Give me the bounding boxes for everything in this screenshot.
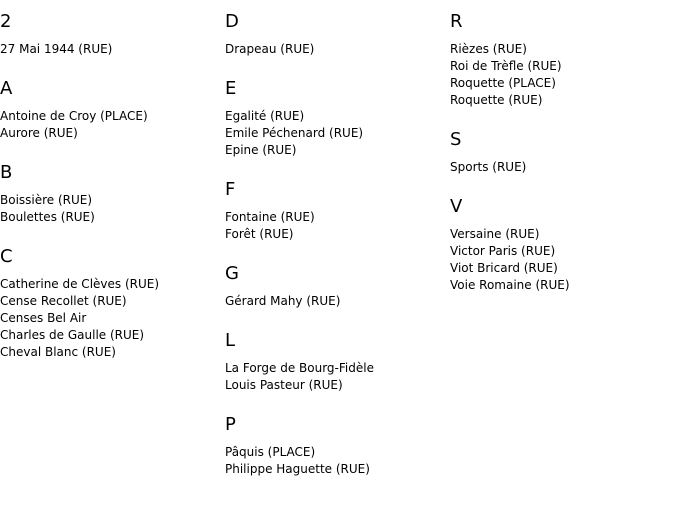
group-letter: S bbox=[450, 129, 462, 150]
street-list bbox=[225, 108, 450, 159]
street-item: Forêt (RUE) bbox=[225, 227, 294, 241]
group-letter: P bbox=[225, 414, 236, 435]
street-item: Aurore (RUE) bbox=[0, 126, 78, 140]
street-item: Boissière (RUE) bbox=[0, 193, 93, 207]
street-list bbox=[450, 226, 675, 294]
group-letter: C bbox=[0, 246, 13, 267]
street-item: Roquette (RUE) bbox=[450, 93, 543, 107]
street-item: Pâquis (PLACE) bbox=[225, 445, 316, 459]
street-item: Epine (RUE) bbox=[225, 143, 297, 157]
street-item: Charles de Gaulle (RUE) bbox=[0, 328, 145, 342]
street-list bbox=[225, 293, 450, 310]
street-item: Gérard Mahy (RUE) bbox=[225, 294, 341, 308]
letter-group-g bbox=[225, 263, 450, 310]
street-item: La Forge de Bourg-Fidèle bbox=[225, 361, 374, 375]
group-letter: A bbox=[0, 78, 13, 99]
street-item: Fontaine (RUE) bbox=[225, 210, 315, 224]
street-item: Egalité (RUE) bbox=[225, 109, 305, 123]
street-item: Boulettes (RUE) bbox=[0, 210, 95, 224]
street-item: Roi de Trèfle (RUE) bbox=[450, 59, 562, 73]
street-item: Sports (RUE) bbox=[450, 160, 527, 174]
street-item: Censes Bel Air bbox=[0, 311, 87, 325]
street-list bbox=[0, 192, 225, 226]
street-list bbox=[225, 444, 450, 478]
group-letter: F bbox=[225, 179, 236, 200]
street-item: Cheval Blanc (RUE) bbox=[0, 345, 116, 359]
street-list bbox=[450, 159, 675, 176]
letter-group-l bbox=[225, 330, 450, 394]
street-list bbox=[225, 360, 450, 394]
letter-group-f bbox=[225, 179, 450, 243]
street-item: Viot Bricard (RUE) bbox=[450, 261, 558, 275]
street-item: Louis Pasteur (RUE) bbox=[225, 378, 343, 392]
group-letter: V bbox=[450, 196, 463, 217]
letter-group-e bbox=[225, 78, 450, 159]
street-item: Roquette (PLACE) bbox=[450, 76, 556, 90]
street-list bbox=[0, 108, 225, 142]
street-item: Antoine de Croy (PLACE) bbox=[0, 109, 148, 123]
street-item: Emile Péchenard (RUE) bbox=[225, 126, 364, 140]
street-item: Cense Recollet (RUE) bbox=[0, 294, 127, 308]
street-item: Catherine de Clèves (RUE) bbox=[0, 277, 160, 291]
letter-group-c bbox=[0, 246, 225, 361]
street-item: Rièzes (RUE) bbox=[450, 42, 527, 56]
index-column-3 bbox=[450, 0, 675, 294]
group-letter: G bbox=[225, 263, 239, 284]
street-list bbox=[0, 41, 225, 58]
letter-group-d bbox=[225, 11, 450, 58]
letter-group-b bbox=[0, 162, 225, 226]
group-letter: R bbox=[450, 11, 463, 32]
index-column-1 bbox=[0, 0, 225, 361]
letter-group-v bbox=[450, 196, 675, 294]
street-item: Versaine (RUE) bbox=[450, 227, 540, 241]
street-item: Drapeau (RUE) bbox=[225, 42, 315, 56]
street-list bbox=[225, 41, 450, 58]
street-item: 27 Mai 1944 (RUE) bbox=[0, 42, 113, 56]
letter-group-r bbox=[450, 11, 675, 109]
group-letter: D bbox=[225, 11, 239, 32]
letter-group-s bbox=[450, 129, 675, 176]
letter-group-2 bbox=[0, 11, 225, 58]
group-letter: B bbox=[0, 162, 13, 183]
street-list bbox=[450, 41, 675, 109]
street-item: Philippe Haguette (RUE) bbox=[225, 462, 370, 476]
street-list bbox=[225, 209, 450, 243]
street-item: Voie Romaine (RUE) bbox=[450, 278, 570, 292]
letter-group-p bbox=[225, 414, 450, 478]
index-column-2 bbox=[225, 0, 450, 478]
group-letter: 2 bbox=[0, 11, 12, 32]
street-list bbox=[0, 276, 225, 361]
letter-group-a bbox=[0, 78, 225, 142]
street-item: Victor Paris (RUE) bbox=[450, 244, 556, 258]
group-letter: L bbox=[225, 330, 236, 351]
group-letter: E bbox=[225, 78, 237, 99]
